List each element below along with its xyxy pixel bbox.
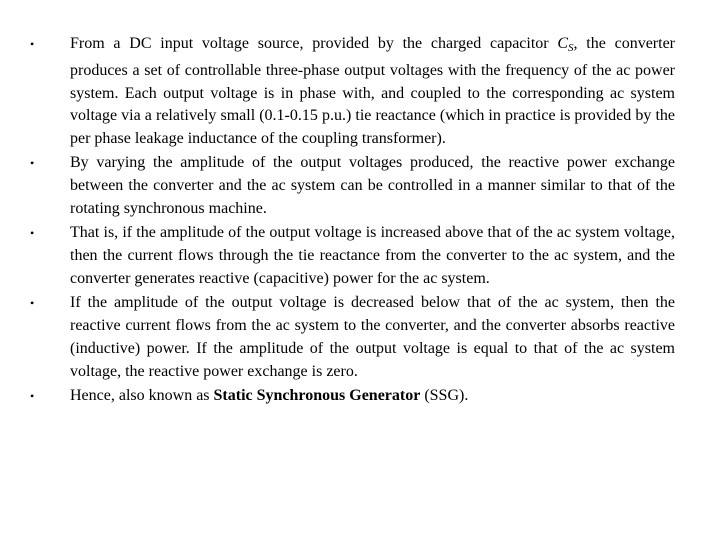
bullet-icon: • bbox=[30, 226, 35, 241]
bullet-text: If the amplitude of the output voltage is decreased below that of the ac system, then the reactive current flows from the ac system to the converter, and the converter absorbs reactive (inductive) power. If the amplitude of the output voltage is equal to that of the ac system voltage, the reactive power exchange is zero. bbox=[70, 294, 675, 380]
bullet-text: That is, if the amplitude of the output voltage is increased above that of the ac system voltage, then the current flows through the tie reactance from the converter to the ac system, and the converter generates reactive (capacitive) power for the ac system. bbox=[70, 224, 675, 287]
bullet-item-amplitude-increased bbox=[30, 222, 675, 290]
bullet-text-rest: , the converter produces a set of controllable three-phase output voltages with the frequency of the ac power system. Each output voltage is in phase with, and coupled to the corresponding ac system voltage via a relatively small (0.1-0.15 p.u.) tie reactance (which in practice is provided by the per phase leakage inductance of the coupling transformer). bbox=[70, 35, 675, 148]
bullet-item-ssg bbox=[30, 385, 675, 408]
bullet-list bbox=[30, 33, 675, 408]
capacitor-symbol: C bbox=[557, 35, 569, 52]
ssg-term: Static Synchronous Generator bbox=[213, 386, 421, 404]
bullet-icon: • bbox=[30, 296, 35, 311]
bullet-icon: • bbox=[30, 37, 35, 51]
bullet-icon: • bbox=[30, 156, 35, 171]
bullet-text-intro: Hence, also known as bbox=[70, 386, 214, 404]
bullet-item-converter-output bbox=[30, 33, 675, 151]
bullet-text-rest: (SSG). bbox=[420, 386, 469, 404]
bullet-text: By varying the amplitude of the output voltages produced, the reactive power exchange between the converter and the ac system can be controlled in a manner similar to that of the rotating synchronous machine. bbox=[70, 154, 675, 218]
bullet-item-amplitude-variation bbox=[30, 152, 675, 220]
bullet-item-amplitude-decreased bbox=[30, 292, 675, 383]
bullet-icon: • bbox=[30, 388, 35, 403]
bullet-text-intro: From a DC input voltage source, provided by the charged capacitor bbox=[70, 35, 558, 52]
capacitor-subscript: S bbox=[568, 42, 574, 54]
